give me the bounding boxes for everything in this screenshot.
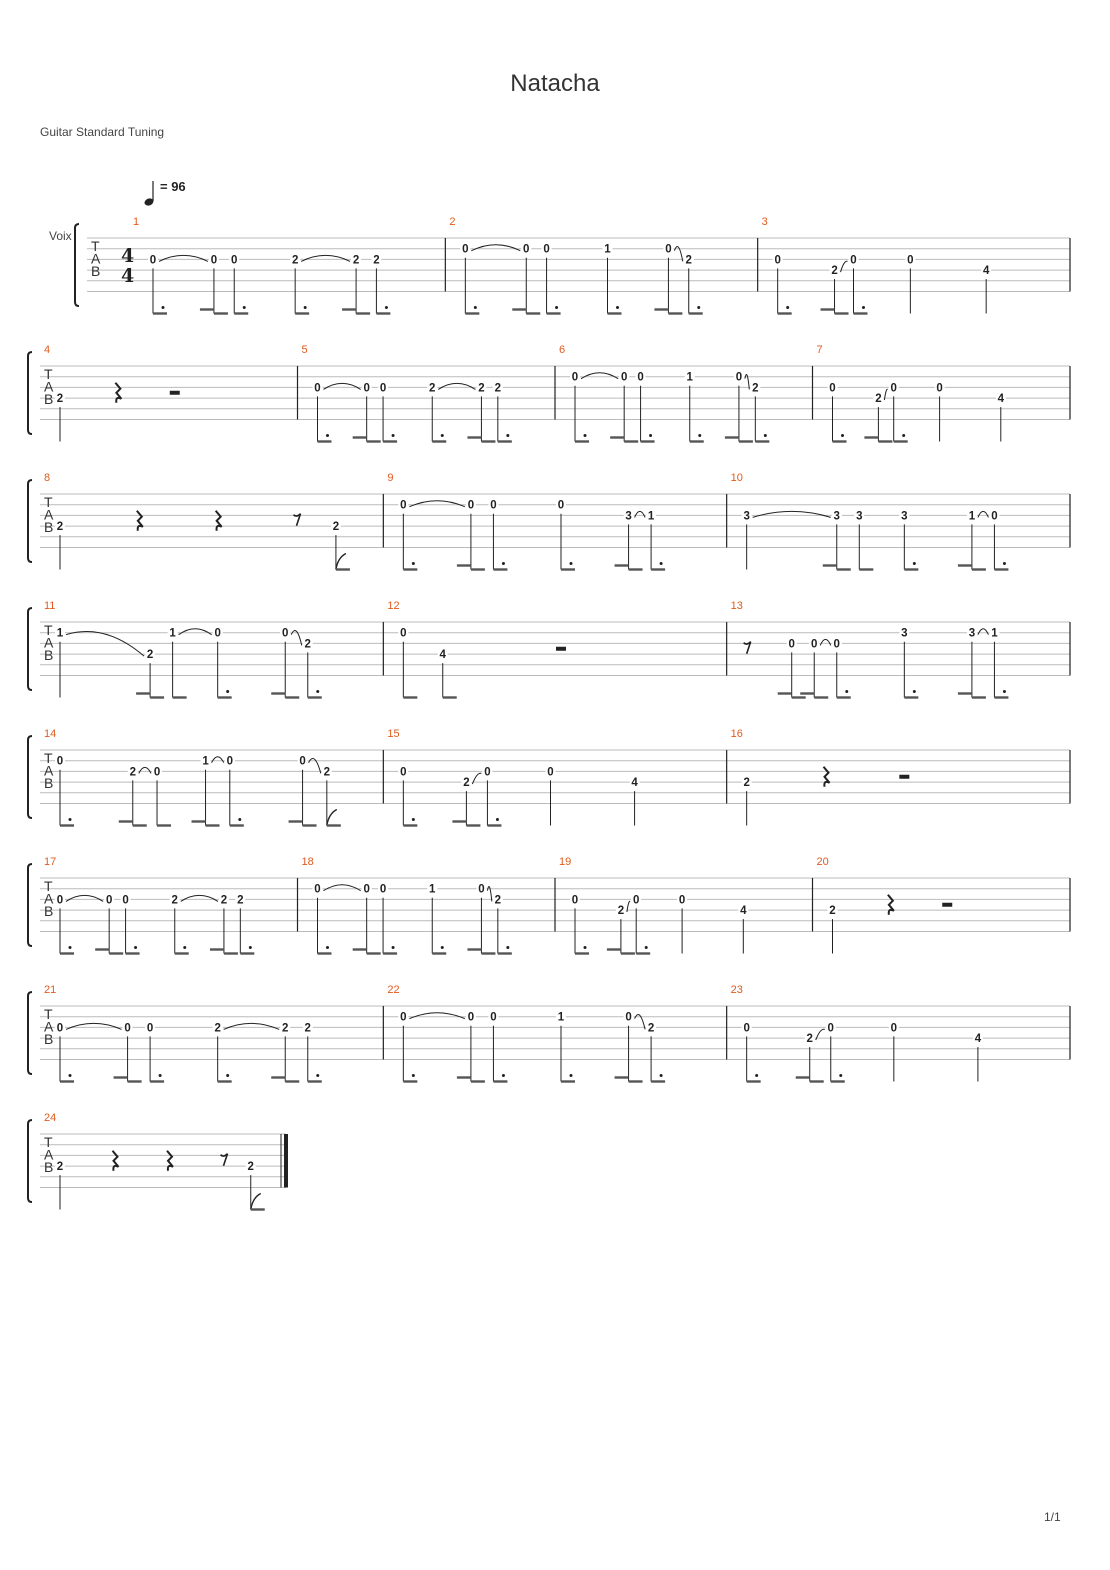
- fret-number: 0: [637, 371, 644, 384]
- tab-clef-letter: B: [91, 263, 101, 279]
- tab-clef-letter: B: [44, 519, 54, 535]
- dot: [243, 306, 246, 309]
- dot: [570, 1074, 573, 1077]
- tab-clef-letter: A: [91, 250, 101, 267]
- dot: [1003, 562, 1006, 565]
- fret-number: 4: [740, 905, 747, 918]
- dot: [502, 1074, 505, 1077]
- fret-number: 2: [647, 1022, 655, 1035]
- tie: [66, 1023, 122, 1029]
- fret-number: 3: [743, 510, 750, 523]
- tab-clef-letter: T: [44, 750, 53, 766]
- dot: [316, 1074, 319, 1077]
- measure-number: 15: [387, 728, 400, 740]
- dot: [839, 1074, 842, 1077]
- tie: [820, 639, 831, 645]
- dot: [412, 1074, 415, 1077]
- measure-number: 24: [44, 1112, 57, 1124]
- fret-number: 2: [291, 254, 299, 267]
- fret-number: 3: [856, 510, 863, 523]
- tab-system: [28, 856, 1070, 954]
- tie: [978, 511, 989, 517]
- fret-number: 0: [571, 894, 579, 907]
- fret-number: 0: [124, 1022, 131, 1035]
- measure-number: 3: [761, 216, 768, 228]
- dot: [616, 306, 619, 309]
- dot: [502, 562, 505, 565]
- fret-number: 0: [678, 894, 686, 907]
- tie: [179, 629, 212, 635]
- quarter-rest: [167, 1151, 173, 1171]
- fret-number: 0: [299, 755, 306, 768]
- dot: [786, 306, 789, 309]
- fret-number: 0: [625, 1011, 632, 1024]
- fret-number: 2: [806, 1033, 813, 1046]
- dot: [392, 946, 395, 949]
- fret-number: 0: [890, 382, 897, 395]
- fret-number: 2: [304, 638, 311, 651]
- quarter-rest: [888, 895, 894, 915]
- dot: [506, 434, 509, 437]
- measure-number: 23: [730, 984, 743, 996]
- tab-system: [28, 600, 1070, 698]
- tie: [581, 373, 618, 379]
- fret-number: 0: [743, 1022, 750, 1035]
- measure-number: 6: [559, 344, 566, 356]
- fret-number: 2: [494, 382, 502, 395]
- fret-number: 0: [379, 883, 387, 896]
- tab-clef-letter: B: [44, 391, 54, 407]
- dot: [441, 946, 444, 949]
- dot: [385, 306, 388, 309]
- fret-number: 1: [604, 243, 611, 256]
- fret-number: 2: [323, 766, 331, 779]
- fret-number: 1: [968, 510, 976, 523]
- tab-system: [28, 1112, 288, 1210]
- measure-number: 19: [559, 856, 572, 868]
- fret-number: 2: [685, 254, 692, 267]
- time-signature-denominator: 4: [121, 265, 135, 287]
- dot: [845, 690, 848, 693]
- measure-number: 14: [44, 728, 57, 740]
- fret-number: 1: [202, 755, 209, 768]
- fret-number: 0: [400, 499, 407, 512]
- fret-number: 0: [400, 766, 407, 779]
- tab-clef-letter: A: [44, 1146, 54, 1163]
- tie: [409, 1013, 465, 1019]
- measure-number: 21: [44, 984, 57, 996]
- tie: [438, 383, 475, 389]
- tie: [635, 511, 646, 517]
- fret-number: 2: [247, 1161, 254, 1174]
- fret-number: 2: [494, 894, 502, 907]
- tie: [978, 629, 989, 635]
- fret-number: 2: [617, 905, 625, 918]
- dot: [902, 434, 905, 437]
- half-rest: [170, 391, 180, 395]
- quarter-rest: [137, 511, 143, 531]
- dot: [570, 562, 573, 565]
- fret-number: 2: [282, 1022, 289, 1035]
- dot: [496, 818, 499, 821]
- fret-number: 0: [122, 894, 129, 907]
- tie: [139, 767, 151, 773]
- tie: [301, 255, 350, 261]
- measure-number: 17: [44, 856, 57, 868]
- tie: [471, 245, 520, 251]
- tab-clef-letter: B: [44, 903, 54, 919]
- tie: [324, 885, 361, 891]
- dot: [226, 1074, 229, 1077]
- fret-number: 0: [467, 499, 475, 512]
- fret-number: 0: [314, 382, 321, 395]
- fret-number: 0: [56, 894, 64, 907]
- fret-number: 2: [429, 382, 436, 395]
- measure-number: 7: [816, 344, 823, 356]
- fret-number: 1: [647, 510, 655, 523]
- fret-number: 0: [56, 1022, 64, 1035]
- system-bracket: [28, 736, 32, 818]
- dot: [412, 562, 415, 565]
- fret-number: 2: [304, 1022, 311, 1035]
- measure-number: 20: [816, 856, 829, 868]
- system-bracket: [28, 1120, 32, 1202]
- dot: [555, 306, 558, 309]
- fret-number: 2: [237, 894, 244, 907]
- fret-number: 2: [752, 382, 759, 395]
- dot: [326, 946, 329, 949]
- fret-number: 0: [146, 1022, 154, 1035]
- dot: [584, 946, 587, 949]
- measure-number: 16: [730, 728, 743, 740]
- dot: [304, 306, 307, 309]
- tab-clef-letter: B: [44, 1159, 54, 1175]
- measure-number: 5: [301, 344, 308, 356]
- dot: [584, 434, 587, 437]
- fret-number: 2: [831, 265, 838, 278]
- dot: [660, 562, 663, 565]
- fret-number: 2: [220, 894, 228, 907]
- fret-number: 4: [631, 777, 638, 790]
- fret-number: 4: [997, 393, 1005, 406]
- system-bracket: [28, 352, 32, 434]
- fret-number: 0: [153, 766, 161, 779]
- fret-number: 0: [907, 254, 914, 267]
- fret-number: 0: [467, 1011, 475, 1024]
- measure-number: 2: [449, 216, 456, 228]
- fret-number: 2: [829, 905, 836, 918]
- tab-clef-letter: A: [44, 1018, 54, 1035]
- fret-number: 0: [811, 638, 818, 651]
- fret-number: 1: [56, 627, 64, 640]
- fret-number: 4: [982, 265, 990, 278]
- fret-number: 0: [149, 254, 157, 267]
- tab-system: [28, 728, 1070, 826]
- dot: [392, 434, 395, 437]
- tab-clef-letter: T: [44, 1134, 53, 1150]
- fret-number: 0: [890, 1022, 898, 1035]
- dot: [183, 946, 186, 949]
- final-barline-thick: [284, 1134, 288, 1188]
- time-signature-numerator: 4: [121, 245, 135, 267]
- measure-number: 22: [387, 984, 400, 996]
- dot: [660, 1074, 663, 1077]
- tie: [224, 1023, 280, 1029]
- tab-clef-letter: A: [44, 506, 54, 523]
- dot: [412, 818, 415, 821]
- fret-number: 0: [210, 254, 218, 267]
- quarter-rest: [216, 511, 222, 531]
- fret-number: 0: [936, 382, 943, 395]
- fret-number: 2: [463, 777, 470, 790]
- fret-number: 4: [439, 649, 446, 662]
- fret-number: 0: [400, 1011, 407, 1024]
- fret-number: 0: [774, 254, 781, 267]
- tab-clef-letter: T: [44, 494, 53, 510]
- fret-number: 0: [665, 243, 672, 256]
- fret-number: 0: [226, 755, 233, 768]
- system-bracket: [28, 480, 32, 562]
- fret-number: 2: [56, 521, 64, 534]
- dot: [249, 946, 252, 949]
- fret-number: 0: [400, 627, 407, 640]
- measure-number: 11: [44, 600, 56, 612]
- fret-number: 2: [743, 777, 750, 790]
- fret-number: 0: [543, 243, 550, 256]
- dot: [645, 946, 648, 949]
- tab-clef-letter: B: [44, 775, 54, 791]
- fret-number: 2: [332, 521, 340, 534]
- tab-clef-letter: B: [44, 647, 54, 663]
- page-number: 1/1: [1044, 1510, 1061, 1524]
- fret-number: 3: [625, 510, 632, 523]
- tie: [159, 255, 208, 261]
- fret-number: 0: [735, 371, 743, 384]
- half-rest: [942, 903, 952, 907]
- system-bracket: [28, 992, 32, 1074]
- score-title: Natacha: [510, 70, 600, 97]
- fret-number: 0: [214, 627, 221, 640]
- quarter-rest: [113, 1151, 119, 1171]
- fret-number: 0: [547, 766, 554, 779]
- tab-system: [28, 472, 1070, 570]
- note-flag: [336, 554, 346, 570]
- tab-clef-letter: A: [44, 762, 54, 779]
- tab-system: [75, 216, 1070, 314]
- measure-number: 12: [387, 600, 400, 612]
- fret-number: 0: [490, 499, 497, 512]
- dot: [841, 434, 844, 437]
- fret-number: 4: [974, 1033, 982, 1046]
- fret-number: 2: [875, 393, 882, 406]
- fret-number: 1: [169, 627, 176, 640]
- fret-number: 0: [462, 243, 469, 256]
- dot: [69, 818, 72, 821]
- note-flag: [251, 1194, 261, 1210]
- fret-number: 0: [379, 382, 387, 395]
- fret-number: 2: [373, 254, 380, 267]
- tempo-value: = 96: [160, 179, 186, 194]
- fret-number: 2: [129, 766, 136, 779]
- dot: [474, 306, 477, 309]
- track-name: Voix: [49, 229, 72, 243]
- dot: [326, 434, 329, 437]
- dot: [913, 690, 916, 693]
- fret-number: 0: [314, 883, 321, 896]
- tie: [324, 383, 361, 389]
- fret-number: 0: [829, 382, 836, 395]
- fret-number: 0: [827, 1022, 834, 1035]
- tab-clef-letter: T: [44, 878, 53, 894]
- eighth-rest: [294, 514, 301, 526]
- tab-clef-letter: T: [44, 366, 53, 382]
- tab-clef-letter: T: [44, 622, 53, 638]
- eighth-rest: [744, 642, 751, 654]
- dot: [913, 562, 916, 565]
- dot: [162, 306, 165, 309]
- tuning-label: Guitar Standard Tuning: [40, 125, 165, 139]
- fret-number: 3: [968, 627, 976, 640]
- tie: [753, 511, 831, 517]
- tie: [66, 895, 103, 901]
- tab-clef-letter: B: [44, 1031, 54, 1047]
- dot: [441, 434, 444, 437]
- tie: [409, 501, 465, 507]
- dot: [226, 690, 229, 693]
- quarter-rest: [115, 383, 121, 403]
- fret-number: 3: [901, 627, 908, 640]
- fret-number: 0: [484, 766, 491, 779]
- tie: [181, 895, 218, 901]
- fret-number: 2: [352, 254, 360, 267]
- dot: [69, 946, 72, 949]
- measure-number: 13: [730, 600, 743, 612]
- fret-number: 0: [523, 243, 530, 256]
- dot: [698, 434, 701, 437]
- dot: [506, 946, 509, 949]
- fret-number: 0: [557, 499, 565, 512]
- fret-number: 0: [620, 371, 628, 384]
- measure-number: 4: [44, 344, 51, 356]
- dot: [238, 818, 241, 821]
- measure-number: 10: [730, 472, 743, 484]
- fret-number: 1: [991, 627, 998, 640]
- dot: [755, 1074, 758, 1077]
- fret-number: 0: [478, 883, 485, 896]
- fret-number: 2: [146, 649, 154, 662]
- fret-number: 0: [991, 510, 998, 523]
- fret-number: 2: [214, 1022, 221, 1035]
- fret-number: 2: [478, 382, 485, 395]
- measure-number: 8: [44, 472, 51, 484]
- fret-number: 0: [363, 883, 370, 896]
- fret-number: 0: [490, 1011, 497, 1024]
- dot: [1003, 690, 1006, 693]
- system-bracket: [28, 608, 32, 690]
- dot: [697, 306, 700, 309]
- dot: [862, 306, 865, 309]
- dot: [764, 434, 767, 437]
- fret-number: 0: [363, 382, 370, 395]
- tab-clef-letter: A: [44, 378, 54, 395]
- fret-number: 0: [56, 755, 64, 768]
- fret-number: 0: [282, 627, 289, 640]
- half-rest: [556, 647, 566, 651]
- fret-number: 0: [571, 371, 579, 384]
- fret-number: 0: [231, 254, 238, 267]
- fret-number: 0: [850, 254, 857, 267]
- measure-number: 18: [301, 856, 314, 868]
- note-flag: [327, 810, 337, 826]
- fret-number: 2: [171, 894, 178, 907]
- fret-number: 0: [788, 638, 795, 651]
- fret-number: 1: [557, 1011, 565, 1024]
- quarter-rest: [824, 767, 830, 787]
- dot: [159, 1074, 162, 1077]
- dot: [316, 690, 319, 693]
- tab-clef-letter: T: [44, 1006, 53, 1022]
- fret-number: 2: [56, 1161, 64, 1174]
- measure-number: 1: [133, 216, 140, 228]
- dot: [134, 946, 137, 949]
- tie: [212, 757, 224, 763]
- system-bracket: [75, 224, 79, 306]
- tab-clef-letter: A: [44, 634, 54, 651]
- fret-number: 2: [56, 393, 64, 406]
- fret-number: 0: [105, 894, 113, 907]
- measure-number: 9: [387, 472, 394, 484]
- tab-system: [28, 344, 1070, 442]
- tab-system: [28, 984, 1070, 1082]
- dot: [649, 434, 652, 437]
- fret-number: 3: [901, 510, 908, 523]
- system-bracket: [28, 864, 32, 946]
- fret-number: 0: [833, 638, 840, 651]
- tab-clef-letter: T: [91, 238, 100, 254]
- fret-number: 0: [632, 894, 640, 907]
- half-rest: [899, 775, 909, 779]
- fret-number: 1: [429, 883, 436, 896]
- fret-number: 1: [686, 371, 693, 384]
- eighth-rest: [221, 1154, 228, 1166]
- dot: [69, 1074, 72, 1077]
- tab-clef-letter: A: [44, 890, 54, 907]
- fret-number: 3: [833, 510, 840, 523]
